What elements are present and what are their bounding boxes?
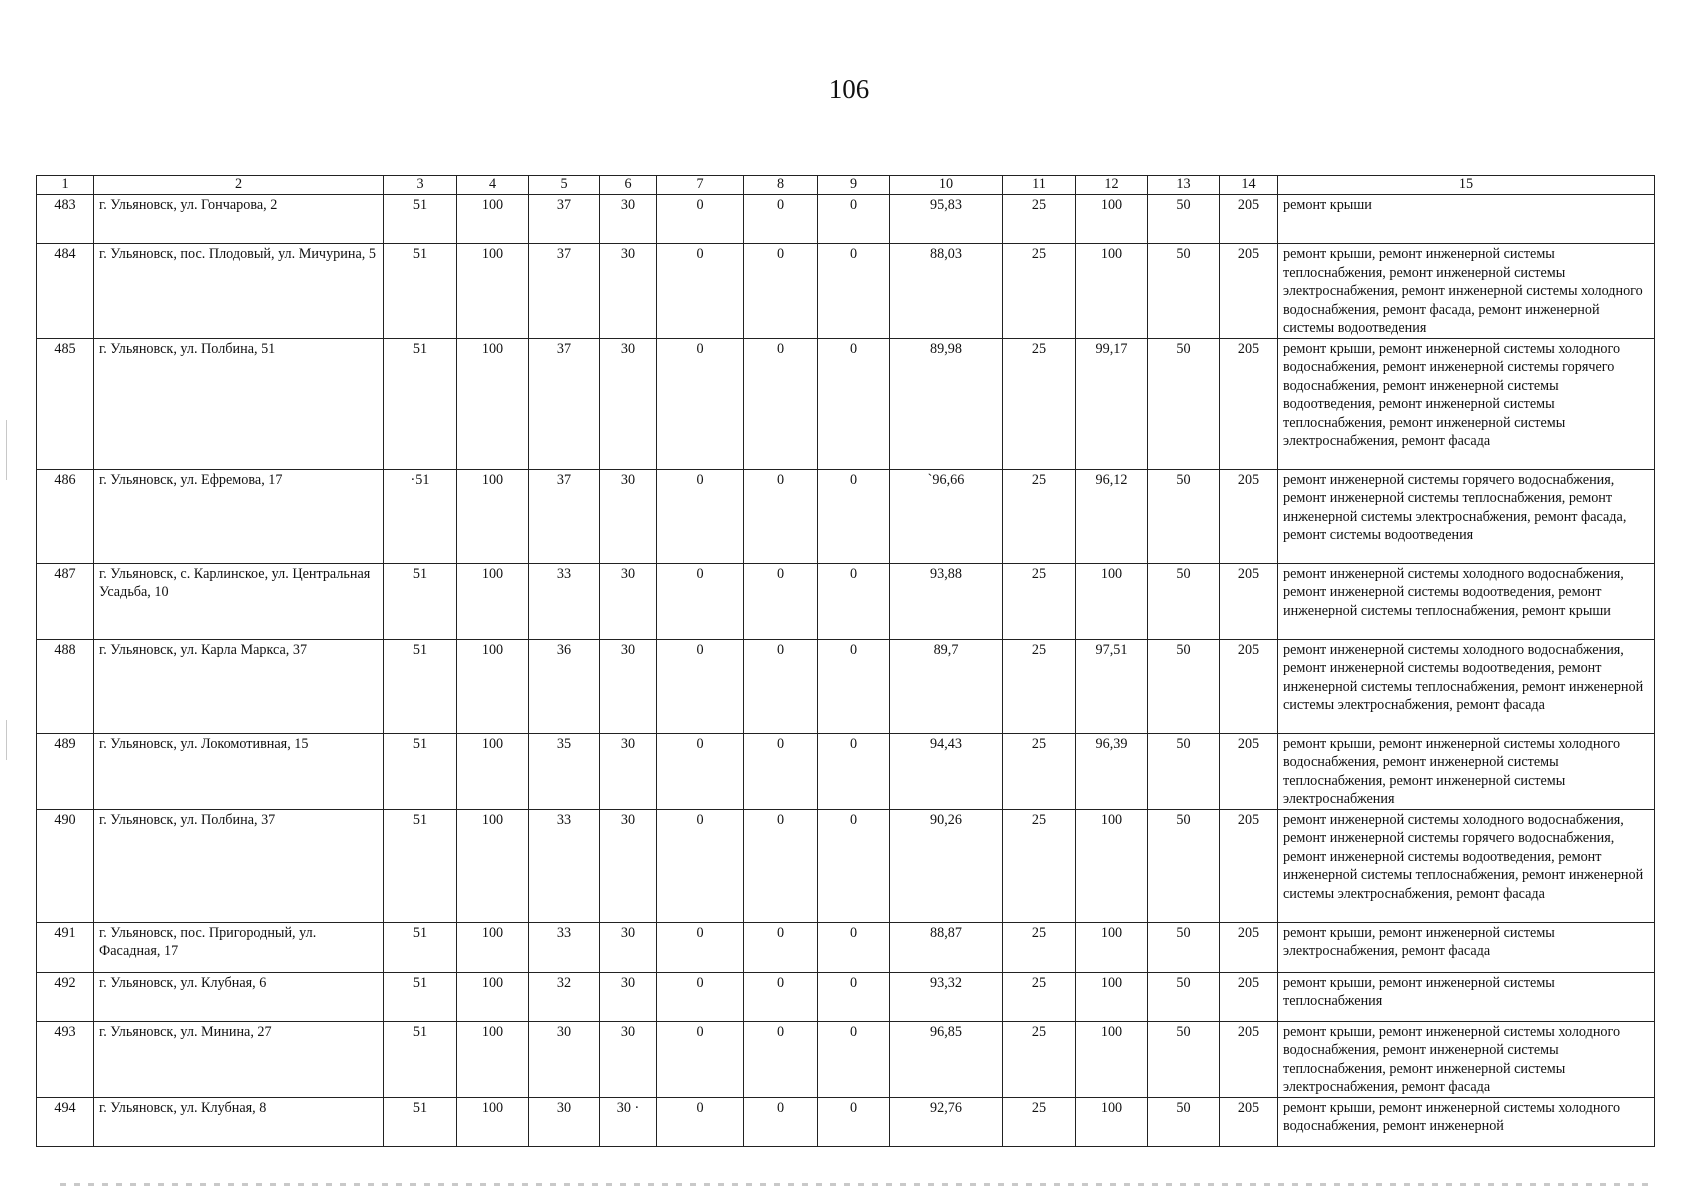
value-col-9: 0 (818, 733, 890, 809)
repair-works: ремонт крыши, ремонт инженерной системы холодного водоснабжения, ремонт инженерной (1278, 1097, 1655, 1146)
address: г. Ульяновск, ул. Клубная, 8 (94, 1097, 384, 1146)
value-col-12: 96,39 (1076, 733, 1148, 809)
repair-works: ремонт крыши (1278, 195, 1655, 244)
repair-works: ремонт инженерной системы холодного водоснабжения, ремонт инженерной системы горячего водоснабжения, ремонт инженерной системы водоотведения, ремонт инженерной системы теплоснабжения, ремонт инженерной системы электроснабжения, ремонт фасада (1278, 809, 1655, 922)
row-number: 483 (37, 195, 94, 244)
value-col-10: 88,03 (890, 244, 1003, 339)
value-col-5: 30 (529, 1097, 600, 1146)
value-col-9: 0 (818, 563, 890, 639)
address: г. Ульяновск, ул. Полбина, 37 (94, 809, 384, 922)
value-col-6: 30 (600, 1021, 657, 1097)
value-col-14: 205 (1220, 244, 1278, 339)
address: г. Ульяновск, ул. Полбина, 51 (94, 338, 384, 469)
value-col-6: 30 (600, 922, 657, 972)
margin-mark-left (6, 420, 7, 480)
table-row (37, 972, 1655, 1021)
value-col-3: 51 (384, 639, 457, 733)
column-header: 10 (890, 176, 1003, 195)
value-col-10: 88,87 (890, 922, 1003, 972)
value-col-11: 25 (1003, 338, 1076, 469)
scan-edge-artifact (60, 1183, 1650, 1186)
value-col-3: 51 (384, 195, 457, 244)
value-col-10: `96,66 (890, 469, 1003, 563)
column-header: 13 (1148, 176, 1220, 195)
value-col-9: 0 (818, 922, 890, 972)
table-row (37, 469, 1655, 563)
value-col-12: 96,12 (1076, 469, 1148, 563)
value-col-9: 0 (818, 244, 890, 339)
repair-works: ремонт инженерной системы холодного водоснабжения, ремонт инженерной системы водоотведения, ремонт инженерной системы теплоснабжения, ремонт инженерной системы электроснабжения, ремонт фасада (1278, 639, 1655, 733)
value-col-8: 0 (744, 195, 818, 244)
value-col-10: 95,83 (890, 195, 1003, 244)
address: г. Ульяновск, ул. Локомотивная, 15 (94, 733, 384, 809)
address: г. Ульяновск, пос. Пригородный, ул. Фасадная, 17 (94, 922, 384, 972)
value-col-14: 205 (1220, 922, 1278, 972)
header-row (37, 176, 1655, 195)
address: г. Ульяновск, с. Карлинское, ул. Центральная Усадьба, 10 (94, 563, 384, 639)
column-header: 12 (1076, 176, 1148, 195)
value-col-8: 0 (744, 469, 818, 563)
column-header: 3 (384, 176, 457, 195)
value-col-12: 100 (1076, 1097, 1148, 1146)
table-row (37, 1021, 1655, 1097)
value-col-7: 0 (657, 809, 744, 922)
repair-works: ремонт крыши, ремонт инженерной системы холодного водоснабжения, ремонт инженерной системы теплоснабжения, ремонт инженерной системы электроснабжения (1278, 733, 1655, 809)
value-col-14: 205 (1220, 469, 1278, 563)
value-col-3: 51 (384, 809, 457, 922)
value-col-7: 0 (657, 338, 744, 469)
value-col-5: 37 (529, 338, 600, 469)
table-row (37, 195, 1655, 244)
value-col-8: 0 (744, 338, 818, 469)
value-col-13: 50 (1148, 469, 1220, 563)
value-col-9: 0 (818, 195, 890, 244)
value-col-9: 0 (818, 639, 890, 733)
value-col-7: 0 (657, 639, 744, 733)
value-col-5: 30 (529, 1021, 600, 1097)
repair-table (36, 175, 1655, 1147)
value-col-6: 30 (600, 469, 657, 563)
value-col-11: 25 (1003, 563, 1076, 639)
value-col-5: 37 (529, 469, 600, 563)
value-col-8: 0 (744, 563, 818, 639)
value-col-14: 205 (1220, 338, 1278, 469)
value-col-6: 30 · (600, 1097, 657, 1146)
value-col-4: 100 (457, 1097, 529, 1146)
address: г. Ульяновск, ул. Гончарова, 2 (94, 195, 384, 244)
value-col-5: 33 (529, 809, 600, 922)
value-col-14: 205 (1220, 639, 1278, 733)
value-col-4: 100 (457, 563, 529, 639)
value-col-14: 205 (1220, 809, 1278, 922)
value-col-9: 0 (818, 972, 890, 1021)
value-col-5: 32 (529, 972, 600, 1021)
row-number: 488 (37, 639, 94, 733)
value-col-11: 25 (1003, 1097, 1076, 1146)
row-number: 489 (37, 733, 94, 809)
value-col-4: 100 (457, 469, 529, 563)
column-header: 14 (1220, 176, 1278, 195)
value-col-6: 30 (600, 733, 657, 809)
value-col-14: 205 (1220, 1021, 1278, 1097)
column-header: 8 (744, 176, 818, 195)
column-header: 15 (1278, 176, 1655, 195)
address: г. Ульяновск, ул. Карла Маркса, 37 (94, 639, 384, 733)
value-col-6: 30 (600, 972, 657, 1021)
value-col-10: 92,76 (890, 1097, 1003, 1146)
value-col-13: 50 (1148, 195, 1220, 244)
value-col-3: 51 (384, 733, 457, 809)
repair-works: ремонт крыши, ремонт инженерной системы холодного водоснабжения, ремонт инженерной системы теплоснабжения, ремонт инженерной системы электроснабжения, ремонт фасада (1278, 1021, 1655, 1097)
address: г. Ульяновск, ул. Клубная, 6 (94, 972, 384, 1021)
value-col-10: 89,98 (890, 338, 1003, 469)
value-col-3: 51 (384, 922, 457, 972)
value-col-13: 50 (1148, 244, 1220, 339)
value-col-7: 0 (657, 1097, 744, 1146)
row-number: 487 (37, 563, 94, 639)
column-header: 11 (1003, 176, 1076, 195)
table-row (37, 809, 1655, 922)
column-header: 2 (94, 176, 384, 195)
value-col-4: 100 (457, 1021, 529, 1097)
margin-mark-left (6, 720, 7, 760)
value-col-8: 0 (744, 809, 818, 922)
table-row (37, 639, 1655, 733)
row-number: 485 (37, 338, 94, 469)
value-col-11: 25 (1003, 639, 1076, 733)
value-col-14: 205 (1220, 563, 1278, 639)
value-col-4: 100 (457, 733, 529, 809)
repair-works: ремонт крыши, ремонт инженерной системы теплоснабжения (1278, 972, 1655, 1021)
value-col-4: 100 (457, 809, 529, 922)
repair-works: ремонт инженерной системы холодного водоснабжения, ремонт инженерной системы водоотведения, ремонт инженерной системы теплоснабжения, ремонт крыши (1278, 563, 1655, 639)
value-col-4: 100 (457, 338, 529, 469)
value-col-3: ·51 (384, 469, 457, 563)
column-header: 7 (657, 176, 744, 195)
repair-works: ремонт крыши, ремонт инженерной системы электроснабжения, ремонт фасада (1278, 922, 1655, 972)
value-col-7: 0 (657, 922, 744, 972)
value-col-14: 205 (1220, 195, 1278, 244)
value-col-8: 0 (744, 1021, 818, 1097)
value-col-3: 51 (384, 563, 457, 639)
value-col-5: 37 (529, 195, 600, 244)
value-col-6: 30 (600, 809, 657, 922)
value-col-8: 0 (744, 922, 818, 972)
value-col-7: 0 (657, 733, 744, 809)
table-row (37, 1097, 1655, 1146)
value-col-8: 0 (744, 733, 818, 809)
value-col-7: 0 (657, 244, 744, 339)
row-number: 494 (37, 1097, 94, 1146)
column-header: 6 (600, 176, 657, 195)
address: г. Ульяновск, пос. Плодовый, ул. Мичурина, 5 (94, 244, 384, 339)
row-number: 484 (37, 244, 94, 339)
table-row (37, 244, 1655, 339)
value-col-11: 25 (1003, 733, 1076, 809)
value-col-3: 51 (384, 338, 457, 469)
table-row (37, 733, 1655, 809)
value-col-14: 205 (1220, 1097, 1278, 1146)
value-col-12: 97,51 (1076, 639, 1148, 733)
page-number: 106 (828, 74, 870, 104)
row-number: 486 (37, 469, 94, 563)
value-col-4: 100 (457, 244, 529, 339)
value-col-3: 51 (384, 1021, 457, 1097)
value-col-5: 35 (529, 733, 600, 809)
value-col-12: 100 (1076, 563, 1148, 639)
value-col-12: 99,17 (1076, 338, 1148, 469)
row-number: 490 (37, 809, 94, 922)
value-col-13: 50 (1148, 733, 1220, 809)
value-col-13: 50 (1148, 809, 1220, 922)
value-col-10: 90,26 (890, 809, 1003, 922)
value-col-11: 25 (1003, 922, 1076, 972)
value-col-3: 51 (384, 1097, 457, 1146)
value-col-8: 0 (744, 972, 818, 1021)
column-header: 9 (818, 176, 890, 195)
value-col-5: 37 (529, 244, 600, 339)
value-col-13: 50 (1148, 639, 1220, 733)
row-number: 491 (37, 922, 94, 972)
repair-works: ремонт крыши, ремонт инженерной системы теплоснабжения, ремонт инженерной системы электроснабжения, ремонт инженерной системы холодного водоснабжения, ремонт фасада, ремонт инженерной системы водоотведения (1278, 244, 1655, 339)
value-col-9: 0 (818, 809, 890, 922)
repair-works: ремонт инженерной системы горячего водоснабжения, ремонт инженерной системы теплоснабжения, ремонт инженерной системы электроснабжения, ремонт фасада, ремонт системы водоотведения (1278, 469, 1655, 563)
value-col-12: 100 (1076, 809, 1148, 922)
value-col-12: 100 (1076, 1021, 1148, 1097)
value-col-9: 0 (818, 338, 890, 469)
value-col-13: 50 (1148, 338, 1220, 469)
value-col-4: 100 (457, 195, 529, 244)
value-col-10: 93,32 (890, 972, 1003, 1021)
value-col-6: 30 (600, 338, 657, 469)
value-col-10: 89,7 (890, 639, 1003, 733)
repair-works: ремонт крыши, ремонт инженерной системы холодного водоснабжения, ремонт инженерной системы горячего водоснабжения, ремонт инженерной системы водоотведения, ремонт инженерной системы теплоснабжения, ремонт инженерной системы электроснабжения, ремонт фасада (1278, 338, 1655, 469)
value-col-7: 0 (657, 563, 744, 639)
value-col-6: 30 (600, 563, 657, 639)
value-col-14: 205 (1220, 972, 1278, 1021)
value-col-4: 100 (457, 639, 529, 733)
value-col-10: 96,85 (890, 1021, 1003, 1097)
column-header: 1 (37, 176, 94, 195)
value-col-14: 205 (1220, 733, 1278, 809)
value-col-10: 94,43 (890, 733, 1003, 809)
value-col-8: 0 (744, 639, 818, 733)
value-col-6: 30 (600, 244, 657, 339)
value-col-12: 100 (1076, 244, 1148, 339)
value-col-8: 0 (744, 244, 818, 339)
column-header: 4 (457, 176, 529, 195)
value-col-11: 25 (1003, 809, 1076, 922)
value-col-8: 0 (744, 1097, 818, 1146)
value-col-3: 51 (384, 244, 457, 339)
value-col-11: 25 (1003, 244, 1076, 339)
value-col-13: 50 (1148, 563, 1220, 639)
table-row (37, 338, 1655, 469)
value-col-4: 100 (457, 922, 529, 972)
value-col-7: 0 (657, 195, 744, 244)
value-col-13: 50 (1148, 922, 1220, 972)
column-header: 5 (529, 176, 600, 195)
value-col-11: 25 (1003, 972, 1076, 1021)
value-col-5: 33 (529, 563, 600, 639)
value-col-7: 0 (657, 469, 744, 563)
value-col-9: 0 (818, 1097, 890, 1146)
value-col-11: 25 (1003, 1021, 1076, 1097)
value-col-5: 36 (529, 639, 600, 733)
value-col-13: 50 (1148, 972, 1220, 1021)
value-col-4: 100 (457, 972, 529, 1021)
value-col-3: 51 (384, 972, 457, 1021)
value-col-13: 50 (1148, 1097, 1220, 1146)
value-col-6: 30 (600, 195, 657, 244)
value-col-9: 0 (818, 469, 890, 563)
row-number: 492 (37, 972, 94, 1021)
table-row (37, 922, 1655, 972)
table-row (37, 563, 1655, 639)
value-col-7: 0 (657, 1021, 744, 1097)
value-col-6: 30 (600, 639, 657, 733)
value-col-11: 25 (1003, 195, 1076, 244)
value-col-13: 50 (1148, 1021, 1220, 1097)
address: г. Ульяновск, ул. Минина, 27 (94, 1021, 384, 1097)
address: г. Ульяновск, ул. Ефремова, 17 (94, 469, 384, 563)
value-col-12: 100 (1076, 972, 1148, 1021)
value-col-10: 93,88 (890, 563, 1003, 639)
row-number: 493 (37, 1021, 94, 1097)
value-col-12: 100 (1076, 922, 1148, 972)
value-col-11: 25 (1003, 469, 1076, 563)
value-col-12: 100 (1076, 195, 1148, 244)
value-col-9: 0 (818, 1021, 890, 1097)
value-col-7: 0 (657, 972, 744, 1021)
value-col-5: 33 (529, 922, 600, 972)
